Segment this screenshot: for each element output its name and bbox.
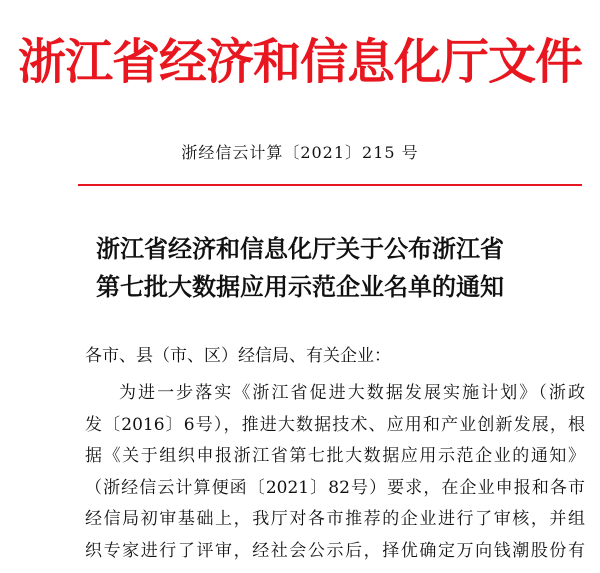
document-number: 浙经信云计算〔2021〕215 号	[181, 143, 419, 162]
notice-title-line-2: 第七批大数据应用示范企业名单的通知	[96, 273, 504, 301]
salutation: 各市、县（市、区）经信局、有关企业：	[85, 346, 391, 366]
document-masthead: 浙江省经济和信息化厅文件	[17, 34, 582, 90]
notice-title-line-1: 浙江省经济和信息化厅关于公布浙江省	[96, 235, 504, 263]
body-line: 为进一步落实《浙江省促进大数据发展实施计划》（浙政	[119, 383, 585, 403]
body-line: 织专家进行了评审，经社会公示后，择优确定万向钱潮股份有	[85, 540, 585, 561]
body-line: 发〔2016〕6号），推进大数据技术、应用和产业创新发展，根	[85, 414, 585, 435]
body-line: 经信局初审基础上，我厅对各市推荐的企业进行了审核，并组	[85, 509, 585, 529]
body-line: 据《关于组织申报浙江省第七批大数据应用示范企业的通知》	[85, 446, 585, 466]
red-divider-line	[78, 184, 582, 186]
body-line: （浙经信云计算便函〔2021〕82号）要求，在企业申报和各市	[85, 477, 585, 498]
notice-title	[0, 230, 600, 306]
body-paragraph	[85, 378, 585, 567]
